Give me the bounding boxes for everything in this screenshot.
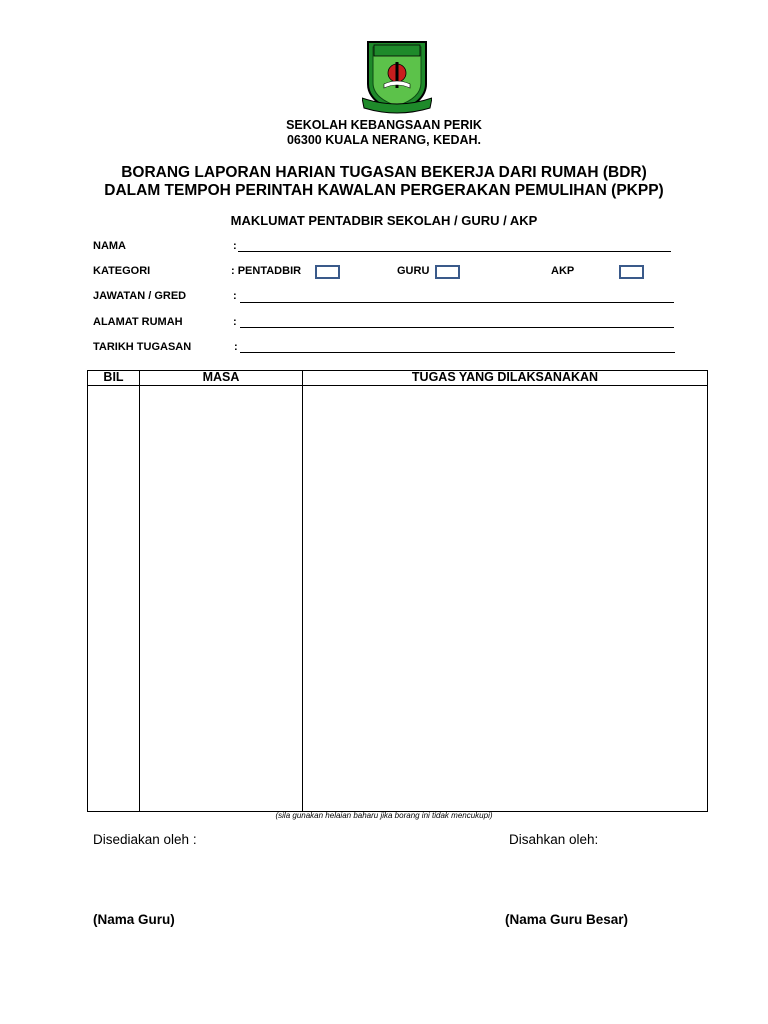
headmaster-name-label: (Nama Guru Besar)	[505, 912, 629, 927]
jawatan-field[interactable]	[240, 302, 674, 303]
form-title-line1: BORANG LAPORAN HARIAN TUGASAN BEKERJA DARI RUMAH (BDR)	[121, 164, 647, 181]
guru-checkbox[interactable]	[435, 265, 460, 279]
pentadbir-label: : PENTADBIR	[231, 265, 302, 277]
akp-label: AKP	[551, 265, 575, 277]
jawatan-colon: :	[233, 290, 237, 302]
nama-label: NAMA	[93, 240, 126, 252]
task-table	[87, 370, 708, 812]
table-note: (sila gunakan helaian baharu jika borang ini tidak mencukupi)	[275, 811, 493, 820]
table-header-row	[88, 371, 708, 386]
alamat-field[interactable]	[240, 327, 674, 328]
school-address: 06300 KUALA NERANG, KEDAH.	[286, 133, 482, 147]
bil-header: BIL	[88, 371, 140, 386]
alamat-colon: :	[233, 316, 237, 328]
approved-by-label: Disahkan oleh:	[509, 832, 599, 847]
pentadbir-checkbox[interactable]	[315, 265, 340, 279]
tugas-cell[interactable]	[303, 386, 708, 812]
masa-header: MASA	[140, 371, 303, 386]
masa-cell[interactable]	[140, 386, 303, 812]
school-crest-logo	[362, 40, 432, 116]
alamat-label: ALAMAT RUMAH	[93, 316, 183, 328]
prepared-by-label: Disediakan oleh :	[93, 832, 197, 847]
tarikh-field[interactable]	[240, 352, 675, 353]
form-title-line2: DALAM TEMPOH PERINTAH KAWALAN PERGERAKAN PEMULIHAN (PKPP)	[104, 182, 664, 199]
school-name: SEKOLAH KEBANGSAAN PERIK	[286, 118, 482, 132]
jawatan-label: JAWATAN / GRED	[93, 290, 187, 302]
table-row	[88, 386, 708, 812]
tugas-header: TUGAS YANG DILAKSANAKAN	[303, 371, 708, 386]
nama-colon: :	[233, 240, 237, 252]
nama-field[interactable]	[238, 251, 671, 252]
kategori-label: KATEGORI	[93, 265, 151, 277]
tarikh-colon: :	[234, 341, 238, 353]
akp-checkbox[interactable]	[619, 265, 644, 279]
guru-label: GURU	[397, 265, 430, 277]
tarikh-label: TARIKH TUGASAN	[93, 341, 192, 353]
bil-cell[interactable]	[88, 386, 140, 812]
section-title: MAKLUMAT PENTADBIR SEKOLAH / GURU / AKP	[230, 213, 538, 228]
teacher-name-label: (Nama Guru)	[93, 912, 175, 927]
